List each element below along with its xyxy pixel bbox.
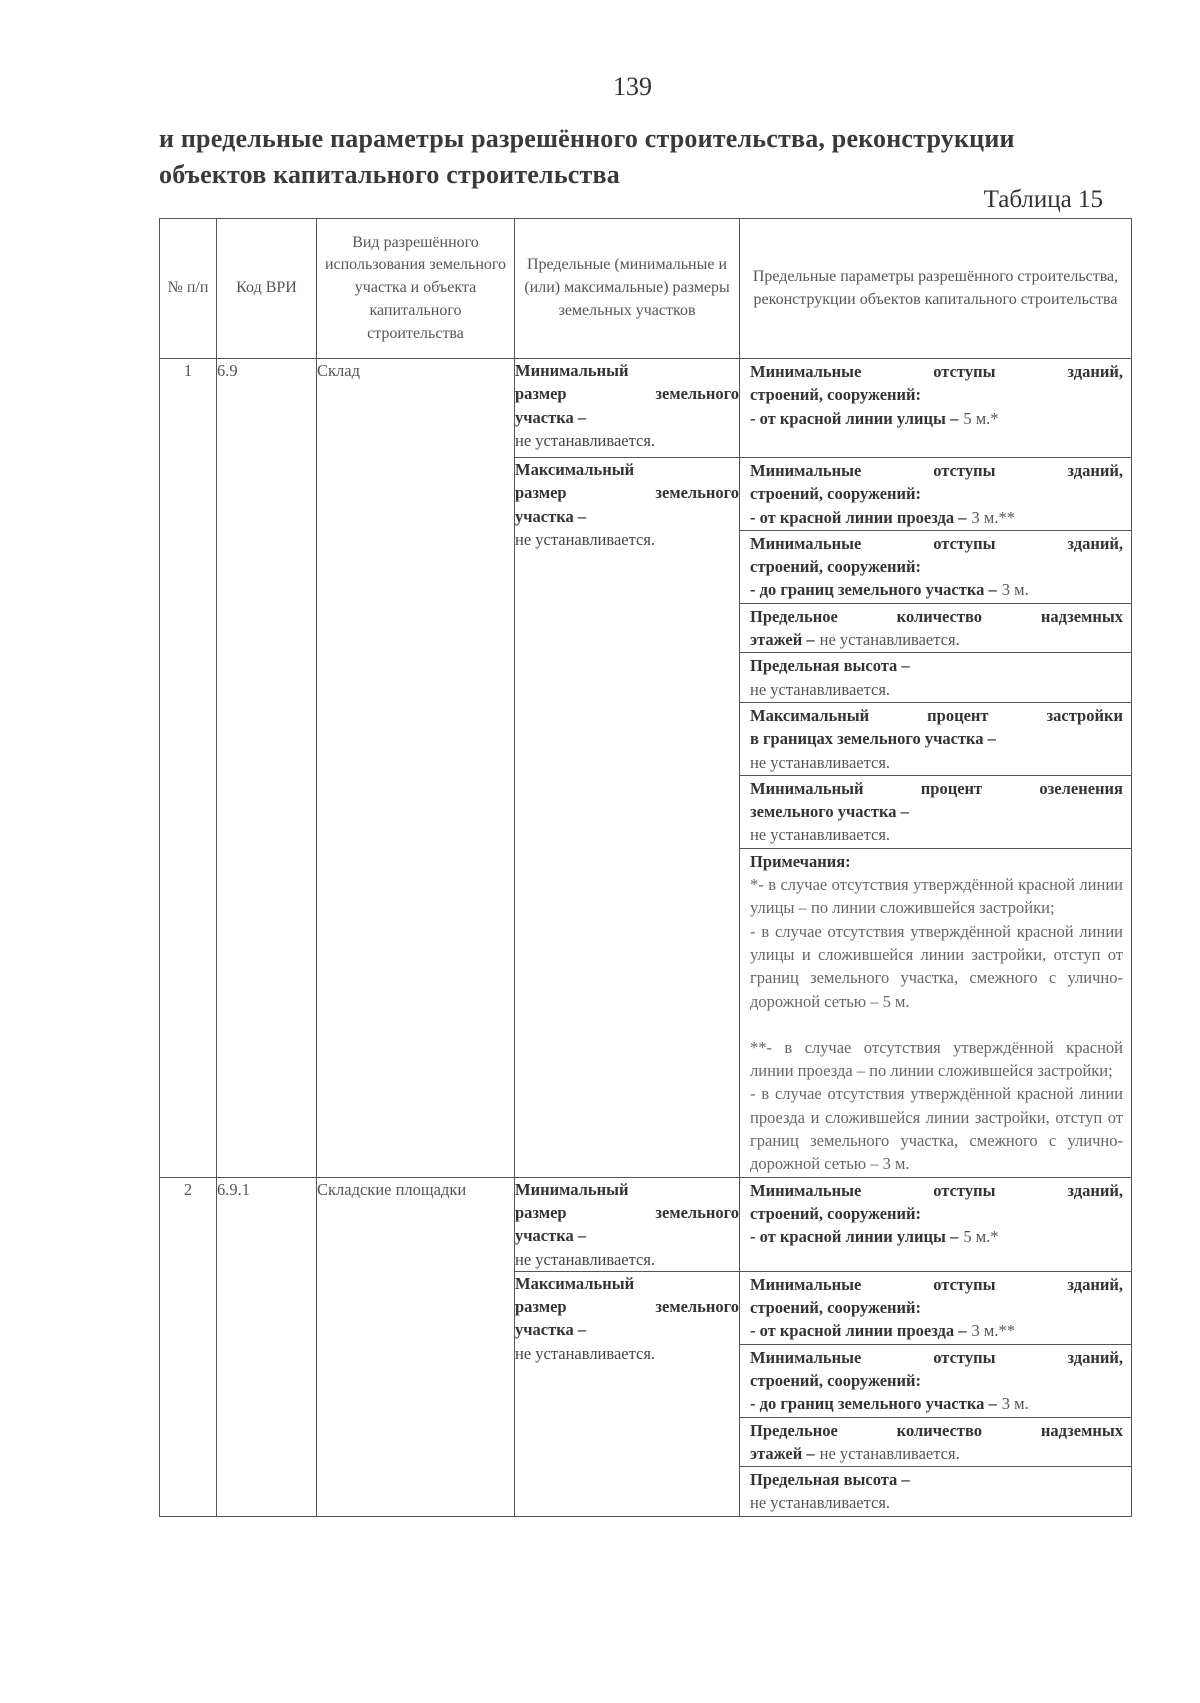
text-word: зданий, xyxy=(1067,533,1123,553)
text-word: Минимальные xyxy=(750,461,862,480)
max-size-word: размер xyxy=(515,483,567,503)
min-size-word: размер xyxy=(515,384,567,404)
text-line: - от красной линии проезда – xyxy=(750,1321,967,1341)
params-cell xyxy=(740,458,1132,1178)
min-size-label: Минимальный xyxy=(515,1179,629,1199)
text-word: Минимальные xyxy=(750,533,862,553)
height-limit xyxy=(740,653,1131,703)
note-paragraph: - в случае отсутствия утверждённой красной линии улицы и сложившейся линии застройки, отступ от границ земельного участка, смежного с улично-дорожной сетью – 5 м. xyxy=(750,921,1123,1011)
header-params: Предельные параметры разрешённого строительства, реконструкции объектов капитального строительства xyxy=(740,219,1132,359)
height-value: не устанавливается. xyxy=(750,1493,891,1513)
text-line: строений, сооружений: xyxy=(750,557,922,577)
text-line: земельного участка – xyxy=(750,802,909,822)
table-caption: Таблица 15 xyxy=(983,186,1103,213)
max-size-label: Максимальный xyxy=(515,1273,635,1293)
text-line: Предельная высота – xyxy=(750,656,910,676)
max-plot-size-cell xyxy=(515,1271,740,1516)
text-line: строений, сооружений: xyxy=(750,1298,922,1318)
text-word: Минимальные xyxy=(750,1180,862,1200)
text-line: строений, сооружений: xyxy=(750,385,922,405)
table-header-row xyxy=(160,219,1132,359)
params-cell xyxy=(740,359,1132,458)
notes-section xyxy=(740,849,1131,1177)
greening-value: не устанавливается. xyxy=(750,825,891,845)
note-paragraph: - в случае отсутствия утверждённой красной линии проезда и сложившейся линии застройки, отступ от границ земельного участка, смежного с улично-дорожной сетью – 3 м. xyxy=(750,1084,1123,1174)
params-cell xyxy=(740,1271,1132,1516)
text-word: Максимальный xyxy=(750,705,870,725)
floors-value: не устанавливается. xyxy=(819,630,960,650)
height-value: не устанавливается. xyxy=(750,679,891,699)
height-limit xyxy=(740,1467,1131,1516)
notes-title: Примечания: xyxy=(750,851,851,871)
setback-value: 5 м.* xyxy=(963,408,999,428)
row-use: Склад xyxy=(317,359,515,1178)
row-use: Складские площадки xyxy=(317,1177,515,1516)
min-plot-size-cell xyxy=(515,1177,740,1271)
text-word: зданий, xyxy=(1067,1347,1123,1367)
text-word: надземных xyxy=(1040,1420,1123,1440)
min-size-value: не устанавливается. xyxy=(515,1249,656,1269)
setback-red-line-street xyxy=(740,359,1131,431)
note-paragraph: **- в случае отсутствия утверждённой красной линии проезда – по линии сложившейся застройки; xyxy=(750,1037,1123,1081)
coverage-value: не устанавливается. xyxy=(750,752,891,772)
setback-value: 3 м. xyxy=(1001,580,1029,600)
greening-limit xyxy=(740,776,1131,849)
text-word: отступы xyxy=(933,461,996,480)
max-plot-size-cell xyxy=(515,458,740,1178)
header-code: Код ВРИ xyxy=(217,219,317,359)
params-cell xyxy=(740,1177,1132,1271)
table-row xyxy=(160,1177,1132,1271)
min-size-value: не устанавливается. xyxy=(515,430,656,450)
min-size-label: Минимальный xyxy=(515,361,629,380)
row-number: 2 xyxy=(160,1177,217,1516)
document-title: и предельные параметры разрешённого строительства, реконструкции объектов капитального строительства xyxy=(159,124,1015,189)
setback-red-line-road xyxy=(740,1272,1131,1345)
max-size-word: участка – xyxy=(515,506,587,526)
text-word: зданий, xyxy=(1067,461,1123,480)
setback-boundary xyxy=(740,531,1131,604)
text-word: зданий, xyxy=(1067,1274,1123,1294)
row-number: 1 xyxy=(160,359,217,1178)
min-size-word: участка – xyxy=(515,1226,587,1246)
min-size-word: земельного xyxy=(655,384,739,404)
text-line: строений, сооружений: xyxy=(750,484,922,504)
text-word: Предельное xyxy=(750,606,838,626)
text-line: - от красной линии улицы – xyxy=(750,1227,959,1247)
text-word: отступы xyxy=(933,362,996,381)
text-word: Предельное xyxy=(750,1420,838,1440)
setback-value: 3 м.** xyxy=(971,1321,1015,1341)
max-size-word: размер xyxy=(515,1297,567,1317)
text-line: строений, сооружений: xyxy=(750,1370,922,1390)
text-line: - до границ земельного участка – xyxy=(750,580,997,600)
floors-limit xyxy=(740,1418,1131,1468)
text-word: отступы xyxy=(933,1180,996,1200)
text-line: - до границ земельного участка – xyxy=(750,1394,997,1414)
max-size-value: не устанавливается. xyxy=(515,1343,656,1363)
text-line: строений, сооружений: xyxy=(750,1203,922,1223)
table-row xyxy=(160,359,1132,458)
setback-value: 3 м.** xyxy=(971,507,1015,527)
text-word: зданий, xyxy=(1067,1180,1123,1200)
max-size-word: земельного xyxy=(655,483,739,503)
header-num: № п/п xyxy=(160,219,217,359)
text-word: процент xyxy=(920,778,983,798)
text-word: надземных xyxy=(1040,606,1123,626)
text-word: количество xyxy=(896,606,983,626)
row-code: 6.9 xyxy=(217,359,317,1178)
floors-value: не устанавливается. xyxy=(819,1443,960,1463)
text-word: Минимальный xyxy=(750,778,864,798)
max-size-word: земельного xyxy=(655,1297,739,1317)
text-word: Минимальные xyxy=(750,1347,862,1367)
setback-value: 5 м.* xyxy=(963,1227,999,1247)
text-word: Минимальные xyxy=(750,1274,862,1294)
setback-boundary xyxy=(740,1345,1131,1418)
header-size: Предельные (минимальные и (или) максимальные) размеры земельных участков xyxy=(515,219,740,359)
setback-value: 3 м. xyxy=(1001,1394,1029,1414)
max-size-label: Максимальный xyxy=(515,460,635,479)
max-size-word: участка – xyxy=(515,1320,587,1340)
row-code: 6.9.1 xyxy=(217,1177,317,1516)
floors-limit xyxy=(740,604,1131,654)
text-word: Минимальные xyxy=(750,362,862,381)
text-word: отступы xyxy=(933,533,996,553)
coverage-limit xyxy=(740,703,1131,776)
min-size-word: размер xyxy=(515,1202,567,1222)
text-line: - от красной линии проезда – xyxy=(750,507,967,527)
text-line: Предельная высота – xyxy=(750,1470,910,1490)
text-word: зданий, xyxy=(1067,362,1123,381)
text-word: количество xyxy=(896,1420,983,1440)
header-use: Вид разрешённого использования земельного участка и объекта капитального строительства xyxy=(317,219,515,359)
text-word: процент xyxy=(927,705,989,725)
setback-red-line-road xyxy=(740,458,1131,531)
regulations-table xyxy=(159,218,1132,1517)
setback-red-line-street xyxy=(740,1178,1131,1250)
text-word: озеленения xyxy=(1039,778,1123,798)
text-line: в границах земельного участка – xyxy=(750,729,996,749)
max-size-value: не устанавливается. xyxy=(515,529,656,549)
text-word: застройки xyxy=(1046,705,1123,725)
text-word: отступы xyxy=(933,1274,996,1294)
min-size-word: земельного xyxy=(655,1202,739,1222)
min-plot-size-cell xyxy=(515,359,740,458)
text-line: этажей – xyxy=(750,1443,815,1463)
text-line: этажей – xyxy=(750,630,815,650)
note-paragraph: *- в случае отсутствия утверждённой красной линии улицы – по линии сложившейся застройки; xyxy=(750,875,1123,918)
min-size-word: участка – xyxy=(515,407,587,427)
text-line: - от красной линии улицы – xyxy=(750,408,959,428)
page-number: 139 xyxy=(613,72,652,101)
text-word: отступы xyxy=(933,1347,996,1367)
